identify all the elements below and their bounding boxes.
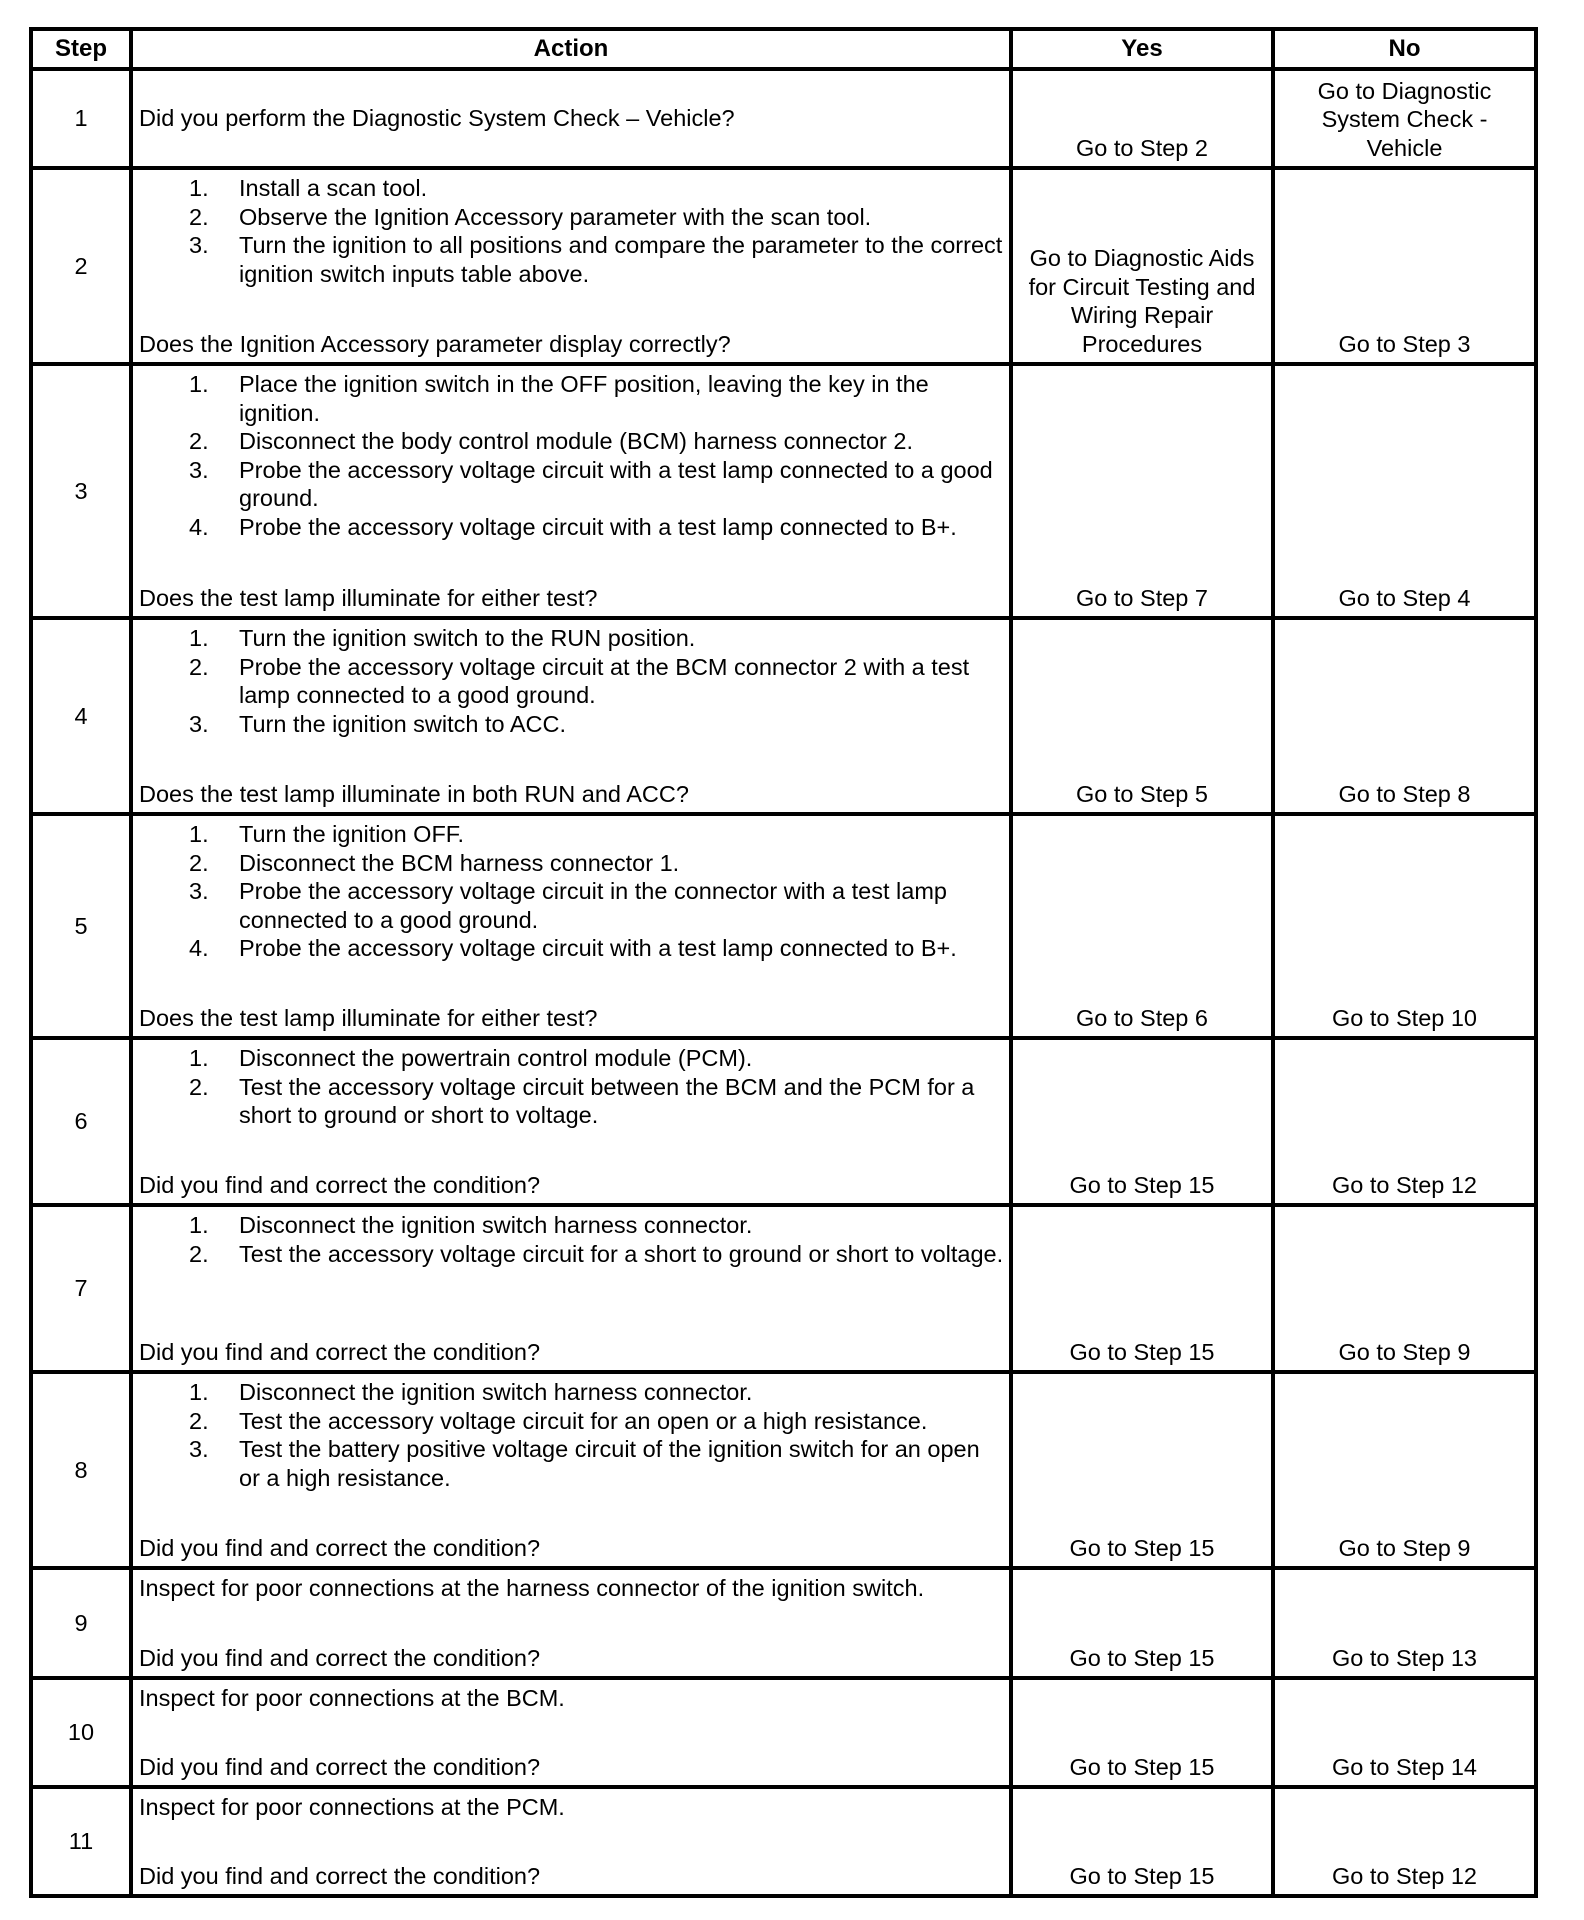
- step-number: 1: [31, 69, 131, 168]
- step-number: 4: [31, 618, 131, 814]
- list-item-number: 3.: [189, 456, 209, 483]
- action-steps-list: [139, 820, 1005, 963]
- action-cell: [131, 1568, 1011, 1678]
- action-question: Did you find and correct the condition?: [139, 1644, 541, 1671]
- list-item: [139, 513, 1005, 542]
- list-item-number: 1.: [189, 625, 209, 651]
- table-row: [31, 618, 1536, 814]
- list-item-text: Disconnect the powertrain control module (PCM).: [239, 1045, 753, 1071]
- list-item-text: Probe the accessory voltage circuit with a test lamp connected to B+.: [239, 513, 957, 540]
- action-question: Does the test lamp illuminate for either test?: [139, 1004, 598, 1031]
- header-action: Action: [131, 29, 1011, 69]
- action-steps-list: [139, 1378, 1005, 1492]
- action-cell: [131, 618, 1011, 814]
- list-item-number: 1.: [189, 1379, 209, 1405]
- list-item-text: Test the battery positive voltage circuit of the ignition switch for an open or a high resistance.: [239, 1436, 980, 1491]
- step-number: 9: [31, 1568, 131, 1678]
- yes-outcome: Go to Step 15: [1011, 1372, 1273, 1568]
- yes-outcome: Go to Step 15: [1011, 1038, 1273, 1205]
- list-item: [139, 820, 1005, 849]
- table-row: [31, 1787, 1536, 1896]
- list-item-text: Turn the ignition to all positions and compare the parameter to the correct ignition switch inputs table above.: [239, 232, 1003, 287]
- list-item-text: Disconnect the body control module (BCM) harness connector 2.: [239, 428, 913, 454]
- list-item-number: 3.: [189, 232, 209, 258]
- action-cell: [131, 1205, 1011, 1372]
- table-row: [31, 168, 1536, 364]
- list-item: [139, 1407, 1005, 1436]
- no-outcome: Go to Diagnostic System Check - Vehicle: [1273, 69, 1536, 168]
- no-outcome: Go to Step 9: [1273, 1205, 1536, 1372]
- list-item: [139, 1211, 1005, 1240]
- list-item-text: Test the accessory voltage circuit for an open or a high resistance.: [239, 1407, 928, 1434]
- list-item: [139, 849, 1005, 878]
- list-item-number: 2.: [189, 1240, 209, 1267]
- list-item-number: 3.: [189, 1436, 209, 1462]
- action-question: Did you find and correct the condition?: [139, 1753, 541, 1780]
- list-item: [139, 370, 1005, 427]
- yes-outcome: Go to Diagnostic Aids for Circuit Testing and Wiring Repair Procedures: [1011, 168, 1273, 364]
- no-outcome: Go to Step 4: [1273, 364, 1536, 618]
- yes-outcome: Go to Step 2: [1011, 69, 1273, 168]
- table-row: [31, 364, 1536, 618]
- list-item: [139, 934, 1005, 963]
- list-item-number: 2.: [189, 428, 209, 454]
- action-cell: [131, 168, 1011, 364]
- list-item: [139, 231, 1005, 288]
- table-row: [31, 69, 1536, 168]
- header-row: [31, 29, 1536, 69]
- list-item: [139, 653, 1005, 710]
- action-cell: [131, 1678, 1011, 1787]
- list-item-number: 1.: [189, 1212, 209, 1238]
- no-outcome: Go to Step 9: [1273, 1372, 1536, 1568]
- action-question: Does the test lamp illuminate for either test?: [139, 584, 598, 611]
- step-number: 3: [31, 364, 131, 618]
- step-number: 7: [31, 1205, 131, 1372]
- list-item-text: Probe the accessory voltage circuit at the BCM connector 2 with a test lamp connected to a good ground.: [239, 653, 970, 708]
- header-no: No: [1273, 29, 1536, 69]
- action-question: Did you find and correct the condition?: [139, 1534, 541, 1561]
- list-item: [139, 1240, 1005, 1269]
- list-item-number: 2.: [189, 203, 209, 230]
- list-item-text: Test the accessory voltage circuit for a short to ground or short to voltage.: [239, 1240, 1004, 1267]
- list-item-number: 2.: [189, 849, 209, 876]
- list-item-text: Probe the accessory voltage circuit with a test lamp connected to a good ground.: [239, 456, 993, 511]
- table-row: [31, 1372, 1536, 1568]
- table-row: [31, 1038, 1536, 1205]
- list-item: [139, 1435, 1005, 1492]
- list-item-text: Disconnect the ignition switch harness connector.: [239, 1212, 753, 1238]
- list-item-number: 1.: [189, 371, 209, 397]
- table-row: [31, 1678, 1536, 1787]
- list-item-text: Probe the accessory voltage circuit in the connector with a test lamp connected to a good ground.: [239, 878, 947, 933]
- yes-outcome: Go to Step 15: [1011, 1205, 1273, 1372]
- list-item: [139, 427, 1005, 456]
- header-yes: Yes: [1011, 29, 1273, 69]
- step-number: 8: [31, 1372, 131, 1568]
- action-question: Did you find and correct the condition?: [139, 1862, 541, 1889]
- step-number: 10: [31, 1678, 131, 1787]
- action-cell: [131, 69, 1011, 168]
- action-steps-list: [139, 370, 1005, 541]
- list-item-text: Observe the Ignition Accessory parameter with the scan tool.: [239, 203, 872, 230]
- action-steps-list: [139, 1044, 1005, 1130]
- table-row: [31, 1205, 1536, 1372]
- list-item-text: Turn the ignition switch to the RUN position.: [239, 625, 696, 651]
- table-row: [31, 1568, 1536, 1678]
- no-outcome: Go to Step 10: [1273, 814, 1536, 1038]
- action-cell: [131, 1372, 1011, 1568]
- list-item: [139, 710, 1005, 739]
- yes-outcome: Go to Step 15: [1011, 1568, 1273, 1678]
- list-item: [139, 1044, 1005, 1073]
- table-row: [31, 814, 1536, 1038]
- list-item-number: 1.: [189, 821, 209, 847]
- action-cell: [131, 1038, 1011, 1205]
- list-item-text: Disconnect the BCM harness connector 1.: [239, 849, 680, 876]
- action-question: Did you perform the Diagnostic System Check – Vehicle?: [139, 105, 735, 132]
- step-number: 11: [31, 1787, 131, 1896]
- action-cell: [131, 364, 1011, 618]
- action-instruction: Inspect for poor connections at the PCM.: [139, 1794, 565, 1820]
- action-cell: [131, 814, 1011, 1038]
- list-item-number: 4.: [189, 935, 209, 961]
- list-item-number: 1.: [189, 1045, 209, 1071]
- yes-outcome: Go to Step 7: [1011, 364, 1273, 618]
- step-number: 2: [31, 168, 131, 364]
- list-item-text: Disconnect the ignition switch harness connector.: [239, 1379, 753, 1405]
- action-steps-list: [139, 174, 1005, 288]
- action-question: Does the test lamp illuminate in both RUN and ACC?: [139, 780, 689, 807]
- list-item-text: Install a scan tool.: [239, 175, 428, 201]
- list-item-number: 3.: [189, 710, 209, 737]
- list-item-text: Turn the ignition switch to ACC.: [239, 710, 566, 737]
- action-steps-list: [139, 1211, 1005, 1268]
- no-outcome: Go to Step 14: [1273, 1678, 1536, 1787]
- step-number: 5: [31, 814, 131, 1038]
- no-outcome: Go to Step 3: [1273, 168, 1536, 364]
- list-item-number: 3.: [189, 878, 209, 904]
- no-outcome: Go to Step 12: [1273, 1038, 1536, 1205]
- list-item: [139, 456, 1005, 513]
- step-number: 6: [31, 1038, 131, 1205]
- no-outcome: Go to Step 8: [1273, 618, 1536, 814]
- list-item: [139, 203, 1005, 232]
- list-item: [139, 624, 1005, 653]
- list-item-text: Test the accessory voltage circuit between the BCM and the PCM for a short to ground or short to voltage.: [239, 1073, 975, 1128]
- list-item-text: Probe the accessory voltage circuit with a test lamp connected to B+.: [239, 935, 957, 961]
- list-item-text: Turn the ignition OFF.: [239, 821, 465, 847]
- list-item-number: 2.: [189, 1407, 209, 1434]
- yes-outcome: Go to Step 6: [1011, 814, 1273, 1038]
- yes-outcome: Go to Step 15: [1011, 1787, 1273, 1896]
- no-outcome: Go to Step 13: [1273, 1568, 1536, 1678]
- list-item: [139, 1073, 1005, 1130]
- action-cell: [131, 1787, 1011, 1896]
- list-item-number: 2.: [189, 1073, 209, 1100]
- action-question: Does the Ignition Accessory parameter display correctly?: [139, 330, 731, 357]
- list-item: [139, 877, 1005, 934]
- list-item-number: 4.: [189, 513, 209, 540]
- action-question: Did you find and correct the condition?: [139, 1171, 541, 1198]
- list-item-number: 1.: [189, 175, 209, 201]
- action-instruction: Inspect for poor connections at the harness connector of the ignition switch.: [139, 1575, 925, 1601]
- list-item-text: Place the ignition switch in the OFF position, leaving the key in the ignition.: [239, 371, 929, 426]
- no-outcome: Go to Step 12: [1273, 1787, 1536, 1896]
- diagnostic-table: [29, 27, 1538, 1898]
- list-item-number: 2.: [189, 653, 209, 680]
- header-step: Step: [31, 29, 131, 69]
- action-steps-list: [139, 624, 1005, 738]
- action-question: Did you find and correct the condition?: [139, 1338, 541, 1365]
- list-item: [139, 1378, 1005, 1407]
- list-item: [139, 174, 1005, 203]
- action-instruction: Inspect for poor connections at the BCM.: [139, 1685, 565, 1711]
- yes-outcome: Go to Step 5: [1011, 618, 1273, 814]
- yes-outcome: Go to Step 15: [1011, 1678, 1273, 1787]
